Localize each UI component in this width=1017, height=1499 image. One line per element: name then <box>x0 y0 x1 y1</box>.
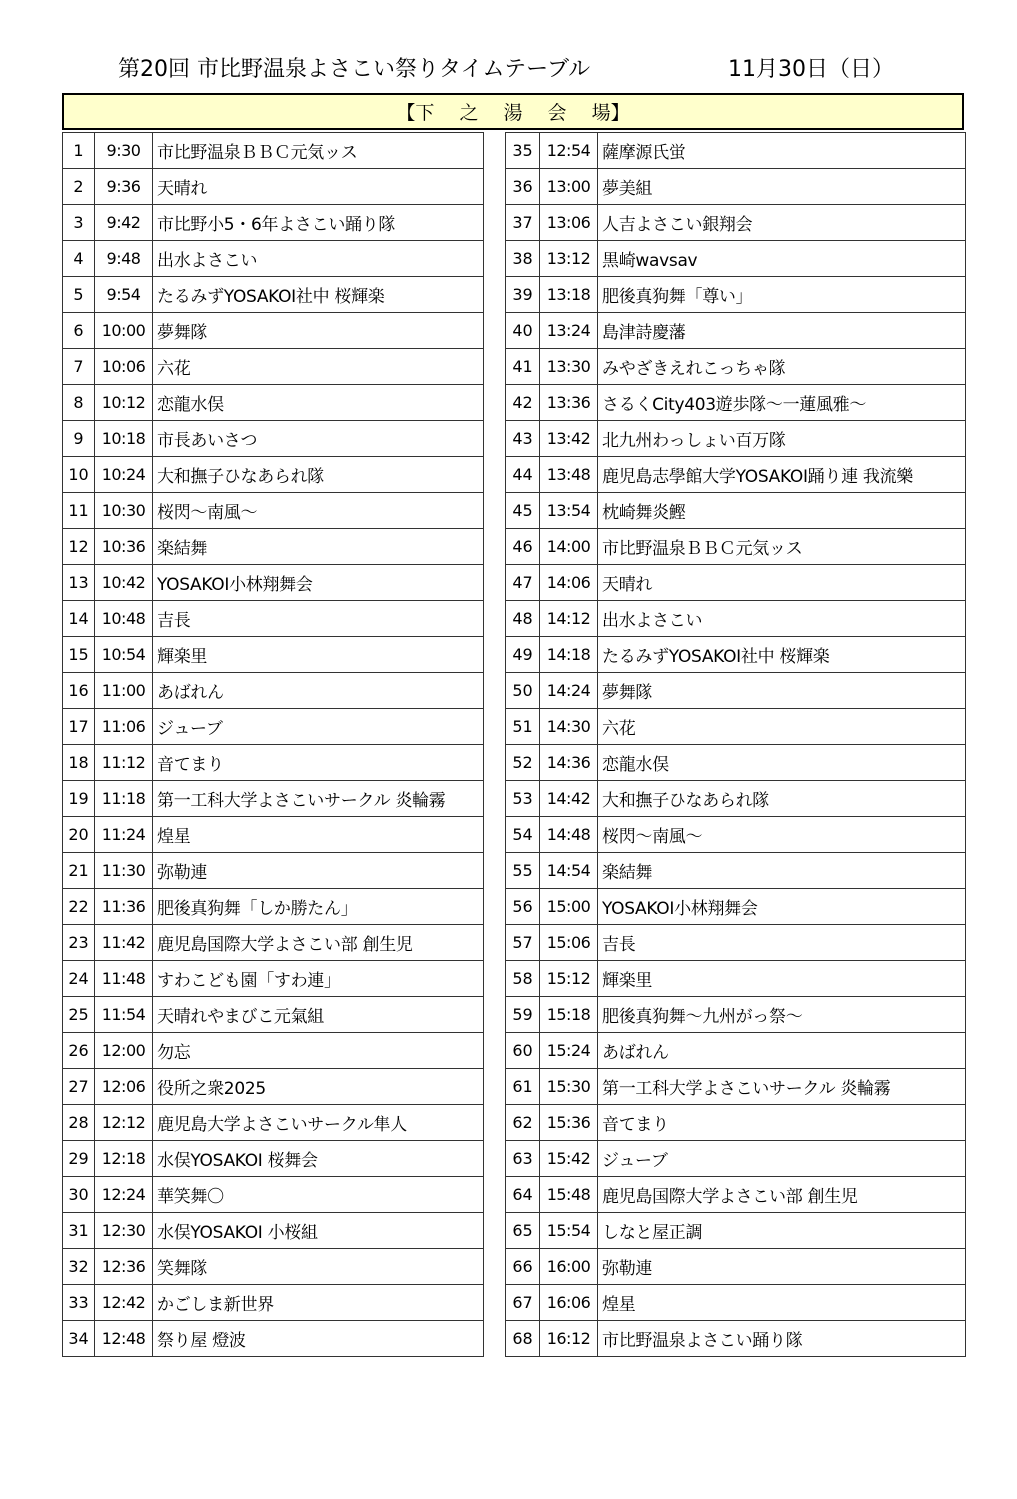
schedule-row <box>506 997 966 1033</box>
row-team: 音てまり <box>598 1105 966 1141</box>
row-time: 12:48 <box>95 1321 153 1357</box>
row-team: 大和撫子ひなあられ隊 <box>598 781 966 817</box>
row-time: 14:06 <box>540 565 598 601</box>
schedule-row <box>63 421 484 457</box>
row-team: 天晴れ <box>598 565 966 601</box>
row-number: 16 <box>63 673 95 709</box>
row-number: 14 <box>63 601 95 637</box>
row-number: 39 <box>506 277 540 313</box>
row-time: 11:30 <box>95 853 153 889</box>
schedule-row <box>63 781 484 817</box>
row-team: 鹿児島大学よさこいサークル隼人 <box>153 1105 484 1141</box>
row-number: 50 <box>506 673 540 709</box>
row-time: 10:48 <box>95 601 153 637</box>
schedule-row <box>63 1033 484 1069</box>
row-number: 8 <box>63 385 95 421</box>
row-time: 13:24 <box>540 313 598 349</box>
row-time: 14:24 <box>540 673 598 709</box>
row-time: 11:18 <box>95 781 153 817</box>
row-number: 6 <box>63 313 95 349</box>
row-team: 市比野小5・6年よさこい踊り隊 <box>153 205 484 241</box>
row-number: 9 <box>63 421 95 457</box>
row-number: 67 <box>506 1285 540 1321</box>
schedule-row <box>63 1213 484 1249</box>
row-team: 華笑舞〇 <box>153 1177 484 1213</box>
row-time: 10:42 <box>95 565 153 601</box>
schedule-row <box>63 1321 484 1357</box>
row-number: 49 <box>506 637 540 673</box>
row-time: 13:06 <box>540 205 598 241</box>
schedule-row <box>63 349 484 385</box>
row-number: 32 <box>63 1249 95 1285</box>
row-time: 15:54 <box>540 1213 598 1249</box>
row-team: 音てまり <box>153 745 484 781</box>
row-time: 13:12 <box>540 241 598 277</box>
row-number: 25 <box>63 997 95 1033</box>
row-number: 57 <box>506 925 540 961</box>
schedule-body-left <box>63 133 484 1357</box>
row-time: 13:54 <box>540 493 598 529</box>
schedule-row <box>506 385 966 421</box>
row-time: 12:42 <box>95 1285 153 1321</box>
row-time: 10:00 <box>95 313 153 349</box>
row-time: 9:42 <box>95 205 153 241</box>
row-number: 60 <box>506 1033 540 1069</box>
row-time: 14:42 <box>540 781 598 817</box>
row-number: 1 <box>63 133 95 169</box>
row-team: 役所之衆2025 <box>153 1069 484 1105</box>
row-team: 第一工科大学よさこいサークル 炎輪霧 <box>598 1069 966 1105</box>
row-number: 38 <box>506 241 540 277</box>
row-number: 23 <box>63 925 95 961</box>
schedule-row <box>63 745 484 781</box>
row-team: 黒崎wavsav <box>598 241 966 277</box>
row-team: 吉長 <box>153 601 484 637</box>
page-header <box>0 48 1017 88</box>
row-number: 2 <box>63 169 95 205</box>
row-team: 市比野温泉よさこい踊り隊 <box>598 1321 966 1357</box>
row-number: 3 <box>63 205 95 241</box>
row-time: 10:30 <box>95 493 153 529</box>
row-number: 62 <box>506 1105 540 1141</box>
row-number: 10 <box>63 457 95 493</box>
schedule-row <box>63 1285 484 1321</box>
schedule-row <box>63 853 484 889</box>
row-time: 10:12 <box>95 385 153 421</box>
row-team: 恋龍水俣 <box>598 745 966 781</box>
row-team: 天晴れ <box>153 169 484 205</box>
row-time: 10:24 <box>95 457 153 493</box>
schedule-body-right <box>506 133 966 1357</box>
row-time: 10:18 <box>95 421 153 457</box>
row-number: 34 <box>63 1321 95 1357</box>
row-team: 水俣YOSAKOI 小桜組 <box>153 1213 484 1249</box>
row-team: あばれん <box>598 1033 966 1069</box>
schedule-table-left <box>62 132 484 1357</box>
row-team: 桜閃～南風～ <box>598 817 966 853</box>
row-number: 12 <box>63 529 95 565</box>
row-team: 煌星 <box>153 817 484 853</box>
row-team: さるくCity403遊歩隊～一蓮風雅～ <box>598 385 966 421</box>
row-team: 第一工科大学よさこいサークル 炎輪霧 <box>153 781 484 817</box>
row-number: 31 <box>63 1213 95 1249</box>
row-time: 11:48 <box>95 961 153 997</box>
row-number: 52 <box>506 745 540 781</box>
schedule-row <box>63 1177 484 1213</box>
row-team: 鹿児島国際大学よさこい部 創生児 <box>153 925 484 961</box>
row-team: 夢舞隊 <box>598 673 966 709</box>
row-team: YOSAKOI小林翔舞会 <box>598 889 966 925</box>
row-time: 14:12 <box>540 601 598 637</box>
row-team: 枕崎舞炎鰹 <box>598 493 966 529</box>
row-time: 12:36 <box>95 1249 153 1285</box>
row-number: 56 <box>506 889 540 925</box>
row-time: 15:36 <box>540 1105 598 1141</box>
row-team: 鹿児島国際大学よさこい部 創生児 <box>598 1177 966 1213</box>
schedule-row <box>506 745 966 781</box>
row-time: 13:30 <box>540 349 598 385</box>
event-date: 11月30日（日） <box>728 57 894 82</box>
row-time: 15:48 <box>540 1177 598 1213</box>
row-number: 17 <box>63 709 95 745</box>
schedule-row <box>63 673 484 709</box>
row-time: 14:18 <box>540 637 598 673</box>
row-team: 市長あいさつ <box>153 421 484 457</box>
row-team: 桜閃～南風～ <box>153 493 484 529</box>
schedule-row <box>63 133 484 169</box>
schedule-row <box>63 277 484 313</box>
row-team: ジューブ <box>598 1141 966 1177</box>
row-team: 吉長 <box>598 925 966 961</box>
schedule-row <box>506 1069 966 1105</box>
row-team: 肥後真狗舞「しか勝たん」 <box>153 889 484 925</box>
row-team: かごしま新世界 <box>153 1285 484 1321</box>
row-team: みやざきえれこっちゃ隊 <box>598 349 966 385</box>
schedule-table-right <box>505 132 966 1357</box>
row-number: 59 <box>506 997 540 1033</box>
row-time: 9:30 <box>95 133 153 169</box>
schedule-row <box>506 853 966 889</box>
row-team: すわこども園「すわ連」 <box>153 961 484 997</box>
row-team: たるみずYOSAKOI社中 桜輝楽 <box>153 277 484 313</box>
row-time: 12:30 <box>95 1213 153 1249</box>
row-time: 11:42 <box>95 925 153 961</box>
row-team: 煌星 <box>598 1285 966 1321</box>
row-number: 24 <box>63 961 95 997</box>
row-time: 14:30 <box>540 709 598 745</box>
row-time: 12:18 <box>95 1141 153 1177</box>
schedule-row <box>506 277 966 313</box>
schedule-row <box>506 421 966 457</box>
row-number: 41 <box>506 349 540 385</box>
schedule-row <box>506 1105 966 1141</box>
schedule-row <box>506 709 966 745</box>
schedule-row <box>63 1069 484 1105</box>
schedule-row <box>506 601 966 637</box>
schedule-row <box>506 457 966 493</box>
row-time: 9:54 <box>95 277 153 313</box>
row-time: 13:18 <box>540 277 598 313</box>
row-team: 出水よさこい <box>153 241 484 277</box>
schedule-row <box>506 1033 966 1069</box>
schedule-row <box>506 349 966 385</box>
row-time: 11:24 <box>95 817 153 853</box>
row-number: 37 <box>506 205 540 241</box>
row-time: 15:00 <box>540 889 598 925</box>
row-number: 61 <box>506 1069 540 1105</box>
schedule-row <box>506 169 966 205</box>
schedule-row <box>506 889 966 925</box>
schedule-row <box>506 1249 966 1285</box>
row-number: 36 <box>506 169 540 205</box>
row-number: 46 <box>506 529 540 565</box>
schedule-row <box>63 385 484 421</box>
schedule-row <box>506 133 966 169</box>
row-time: 15:42 <box>540 1141 598 1177</box>
schedule-row <box>63 457 484 493</box>
row-number: 53 <box>506 781 540 817</box>
row-number: 19 <box>63 781 95 817</box>
row-team: 島津詩慶藩 <box>598 313 966 349</box>
row-number: 11 <box>63 493 95 529</box>
row-number: 15 <box>63 637 95 673</box>
row-team: 弥勒連 <box>153 853 484 889</box>
row-time: 12:12 <box>95 1105 153 1141</box>
row-time: 16:12 <box>540 1321 598 1357</box>
schedule-row <box>506 817 966 853</box>
schedule-row <box>63 205 484 241</box>
row-team: 六花 <box>153 349 484 385</box>
row-time: 13:42 <box>540 421 598 457</box>
schedule-row <box>63 997 484 1033</box>
row-time: 16:00 <box>540 1249 598 1285</box>
row-time: 15:24 <box>540 1033 598 1069</box>
row-number: 21 <box>63 853 95 889</box>
row-number: 22 <box>63 889 95 925</box>
row-number: 55 <box>506 853 540 889</box>
row-time: 11:06 <box>95 709 153 745</box>
schedule-row <box>506 637 966 673</box>
schedule-row <box>506 1285 966 1321</box>
row-number: 64 <box>506 1177 540 1213</box>
schedule-row <box>63 709 484 745</box>
row-time: 11:00 <box>95 673 153 709</box>
schedule-row <box>63 889 484 925</box>
schedule-row <box>506 1213 966 1249</box>
row-team: 市比野温泉ＢＢＣ元気ッス <box>153 133 484 169</box>
row-time: 11:36 <box>95 889 153 925</box>
row-number: 42 <box>506 385 540 421</box>
row-team: 市比野温泉ＢＢＣ元気ッス <box>598 529 966 565</box>
row-team: YOSAKOI小林翔舞会 <box>153 565 484 601</box>
row-time: 11:12 <box>95 745 153 781</box>
row-number: 29 <box>63 1141 95 1177</box>
row-time: 10:06 <box>95 349 153 385</box>
row-team: 夢舞隊 <box>153 313 484 349</box>
row-number: 40 <box>506 313 540 349</box>
row-time: 14:54 <box>540 853 598 889</box>
page-title: 第20回 市比野温泉よさこい祭りタイムテーブル <box>118 57 591 82</box>
row-time: 16:06 <box>540 1285 598 1321</box>
row-time: 15:06 <box>540 925 598 961</box>
row-number: 4 <box>63 241 95 277</box>
row-number: 35 <box>506 133 540 169</box>
row-team: 大和撫子ひなあられ隊 <box>153 457 484 493</box>
row-number: 66 <box>506 1249 540 1285</box>
schedule-row <box>63 1141 484 1177</box>
row-team: 薩摩源氏蛍 <box>598 133 966 169</box>
row-team: 輝楽里 <box>598 961 966 997</box>
row-team: 楽結舞 <box>598 853 966 889</box>
row-time: 14:36 <box>540 745 598 781</box>
schedule-row <box>63 637 484 673</box>
schedule-row <box>506 1141 966 1177</box>
row-time: 13:00 <box>540 169 598 205</box>
row-number: 30 <box>63 1177 95 1213</box>
row-time: 12:24 <box>95 1177 153 1213</box>
row-team: ジューブ <box>153 709 484 745</box>
schedule-row <box>63 1105 484 1141</box>
row-time: 15:18 <box>540 997 598 1033</box>
row-team: 恋龍水俣 <box>153 385 484 421</box>
row-number: 7 <box>63 349 95 385</box>
schedule-row <box>506 925 966 961</box>
row-team: 肥後真狗舞～九州がっ祭～ <box>598 997 966 1033</box>
row-number: 33 <box>63 1285 95 1321</box>
schedule-row <box>506 1177 966 1213</box>
schedule-row <box>506 493 966 529</box>
row-number: 51 <box>506 709 540 745</box>
row-time: 14:48 <box>540 817 598 853</box>
row-number: 44 <box>506 457 540 493</box>
row-number: 13 <box>63 565 95 601</box>
row-time: 10:54 <box>95 637 153 673</box>
schedule-row <box>63 961 484 997</box>
schedule-row <box>506 961 966 997</box>
row-team: しなと屋正調 <box>598 1213 966 1249</box>
row-team: 笑舞隊 <box>153 1249 484 1285</box>
schedule-row <box>506 313 966 349</box>
row-time: 11:54 <box>95 997 153 1033</box>
row-team: 楽結舞 <box>153 529 484 565</box>
schedule-row <box>63 1249 484 1285</box>
schedule-row <box>506 673 966 709</box>
row-time: 13:48 <box>540 457 598 493</box>
row-number: 43 <box>506 421 540 457</box>
schedule-row <box>63 241 484 277</box>
row-number: 20 <box>63 817 95 853</box>
row-number: 47 <box>506 565 540 601</box>
row-team: 肥後真狗舞「尊い」 <box>598 277 966 313</box>
row-team: 人吉よさこい銀翔会 <box>598 205 966 241</box>
schedule-row <box>506 241 966 277</box>
row-number: 54 <box>506 817 540 853</box>
row-time: 15:12 <box>540 961 598 997</box>
row-time: 12:06 <box>95 1069 153 1105</box>
row-team: 水俣YOSAKOI 桜舞会 <box>153 1141 484 1177</box>
schedule-row <box>63 601 484 637</box>
row-team: 六花 <box>598 709 966 745</box>
schedule-row <box>506 205 966 241</box>
row-team: 夢美組 <box>598 169 966 205</box>
venue-banner: 【下 之 湯 会 場】 <box>62 93 964 130</box>
schedule-row <box>63 925 484 961</box>
row-number: 68 <box>506 1321 540 1357</box>
schedule-row <box>506 529 966 565</box>
row-number: 5 <box>63 277 95 313</box>
row-team: あばれん <box>153 673 484 709</box>
row-number: 45 <box>506 493 540 529</box>
row-number: 63 <box>506 1141 540 1177</box>
row-time: 9:36 <box>95 169 153 205</box>
row-time: 15:30 <box>540 1069 598 1105</box>
row-time: 12:54 <box>540 133 598 169</box>
row-team: 祭り屋 燈波 <box>153 1321 484 1357</box>
row-team: 弥勒連 <box>598 1249 966 1285</box>
row-time: 12:00 <box>95 1033 153 1069</box>
row-time: 14:00 <box>540 529 598 565</box>
schedule-row <box>63 169 484 205</box>
row-time: 9:48 <box>95 241 153 277</box>
row-time: 13:36 <box>540 385 598 421</box>
row-team: 天晴れやまびこ元氣組 <box>153 997 484 1033</box>
schedule-row <box>63 817 484 853</box>
schedule-row <box>63 313 484 349</box>
schedule-row <box>63 493 484 529</box>
row-number: 28 <box>63 1105 95 1141</box>
row-number: 48 <box>506 601 540 637</box>
row-team: 出水よさこい <box>598 601 966 637</box>
row-number: 26 <box>63 1033 95 1069</box>
row-time: 10:36 <box>95 529 153 565</box>
row-team: たるみずYOSAKOI社中 桜輝楽 <box>598 637 966 673</box>
row-number: 27 <box>63 1069 95 1105</box>
schedule-row <box>506 781 966 817</box>
schedule-row <box>506 565 966 601</box>
row-team: 勿忘 <box>153 1033 484 1069</box>
row-team: 北九州わっしょい百万隊 <box>598 421 966 457</box>
row-team: 鹿児島志學館大学YOSAKOI踊り連 我流樂 <box>598 457 966 493</box>
schedule-row <box>63 529 484 565</box>
row-number: 18 <box>63 745 95 781</box>
row-number: 65 <box>506 1213 540 1249</box>
row-team: 輝楽里 <box>153 637 484 673</box>
schedule-row <box>63 565 484 601</box>
row-number: 58 <box>506 961 540 997</box>
schedule-row <box>506 1321 966 1357</box>
